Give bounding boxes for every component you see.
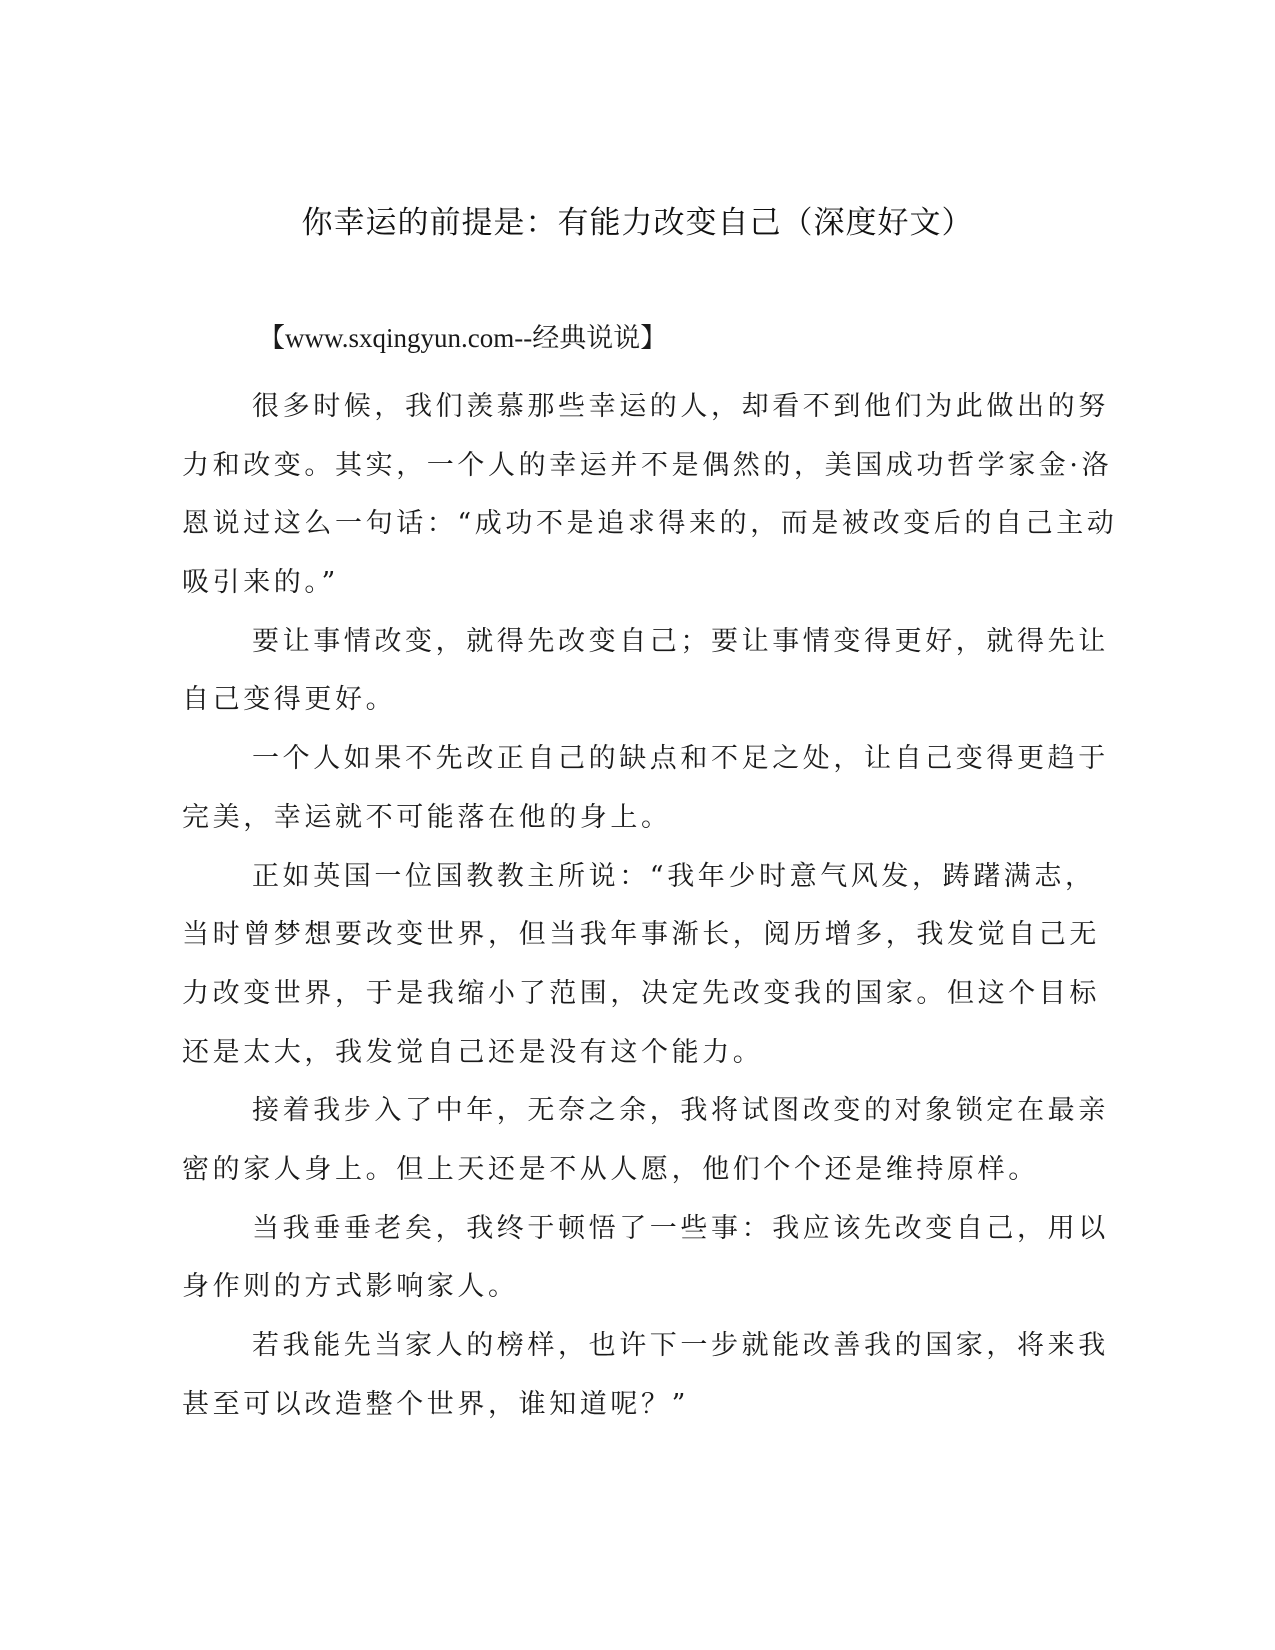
paragraph xyxy=(182,848,1100,1083)
paragraph xyxy=(182,730,1109,847)
paragraph-line: 当我垂垂老矣，我终于顿悟了一些事：我应该先改变自己，用以 xyxy=(252,1212,1109,1244)
paragraph-line: 吸引来的。” xyxy=(182,567,339,599)
document-title: 你幸运的前提是：有能力改变自己（深度好文） xyxy=(301,205,974,241)
paragraph-line: 还是太大，我发觉自己还是没有这个能力。 xyxy=(182,1036,764,1068)
paragraph-line: 一个人如果不先改正自己的缺点和不足之处，让自己变得更趋于 xyxy=(252,743,1109,775)
paragraph xyxy=(182,1200,1109,1317)
paragraph-line: 力和改变。其实，一个人的幸运并不是偶然的，美国成功哲学家金·洛 xyxy=(182,449,1113,481)
paragraph-line: 身作则的方式影响家人。 xyxy=(182,1271,519,1303)
source-line: 【www.sxqingyun.com--经典说说】 xyxy=(258,323,668,353)
paragraph-line: 完美，幸运就不可能落在他的身上。 xyxy=(182,801,672,833)
paragraph-line: 力改变世界，于是我缩小了范围，决定先改变我的国家。但这个目标 xyxy=(182,977,1100,1009)
paragraph-line: 正如英国一位国教教主所说：“我年少时意气风发，踌躇满志， xyxy=(252,860,1096,892)
paragraph-line: 甚至可以改造整个世界，谁知道呢？” xyxy=(182,1388,690,1420)
document-body xyxy=(182,318,1118,1434)
paragraph-line: 自己变得更好。 xyxy=(182,684,397,716)
paragraph xyxy=(182,1082,1109,1199)
paragraph-line: 很多时候，我们羡慕那些幸运的人，却看不到他们为此做出的努 xyxy=(252,391,1109,422)
paragraph-line: 恩说过这么一句话：“成功不是追求得来的，而是被改变后的自己主动 xyxy=(182,508,1118,540)
paragraph-list xyxy=(182,378,1118,1434)
paragraph xyxy=(182,613,1109,730)
paragraph-line: 接着我步入了中年，无奈之余，我将试图改变的对象锁定在最亲 xyxy=(252,1095,1109,1127)
paragraph-line: 密的家人身上。但上天还是不从人愿，他们个个还是维持原样。 xyxy=(182,1153,1039,1185)
paragraph-line: 当时曾梦想要改变世界，但当我年事渐长，阅历增多，我发觉自己无 xyxy=(182,919,1100,951)
spacer xyxy=(182,358,1030,378)
paragraph xyxy=(182,378,1118,613)
paragraph-line: 若我能先当家人的榜样，也许下一步就能改善我的国家，将来我 xyxy=(252,1330,1109,1361)
paragraph xyxy=(182,1317,1109,1434)
paragraph-line: 要让事情改变，就得先改变自己；要让事情变得更好，就得先让 xyxy=(252,625,1109,657)
